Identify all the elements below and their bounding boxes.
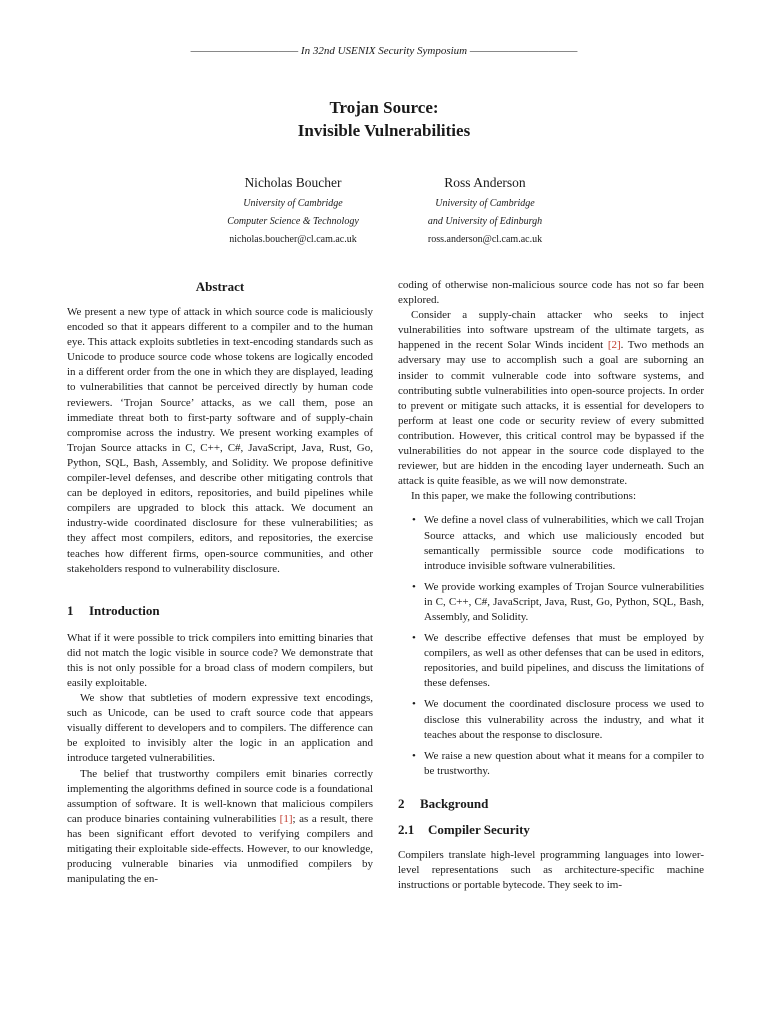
author-affiliation: University of Cambridge (243, 198, 343, 209)
section-heading-background (398, 795, 704, 813)
intro-paragraph-supply-chain (398, 308, 704, 489)
author-name: Ross Anderson (444, 175, 526, 190)
section-number: 2 (398, 795, 405, 811)
intro-paragraph-2: We show that subtleties of modern expressive text encodings, such as Unicode, can be used to craft source code that appears visually different to developers and to compilers. The difference can be exploited to invisibly alter the logic in an application and introduce targeted vulnerabilities. (67, 692, 373, 765)
contributions-list (398, 513, 704, 779)
author-block-anderson (345, 174, 625, 249)
author-affiliation-second: and University of Edinburgh (427, 216, 543, 227)
citation-link[interactable]: [2] (607, 339, 621, 352)
section-title: Introduction (89, 602, 160, 618)
intro-paragraph-3-text: The belief that trustworthy compilers emit binaries correctly implementing the algorithms defined in source code is a foundational assumption of software. It is well-known that malicious compilers can produce binaries containing vulnerabilities (67, 767, 373, 825)
intro-paragraph-3 (67, 767, 373, 888)
abstract-text: We present a new type of attack in which source code is maliciously encoded so that it appears different to a compiler and to the human eye. This attack exploits subtleties in text-encoding standards such as Unicode to produce source code whose tokens are logically encoded in a different order from the one in which they are displayed, leading to vulnerabilities that cannot be perceived directly by human code reviewers. ‘Trojan Source’ attacks, as we call them, pose an immediate threat both to first-party software and of supply-chain compromise across the industry. We present working examples of Trojan Source attacks in C, C++, C#, JavaScript, Java, Rust, Go, Python, SQL, Bash, Assembly, and Solidity. We propose definitive compiler-level defenses, and describe other mitigating controls that can be deployed in editors, repositories, and build pipelines while compilers are upgraded to block this attack. We document an industry-wide coordinated disclosure for these vulnerabilities; as they affect most compilers, editors, and repositories, the exercise teaches how different firms, open-source communities, and other stakeholders respond to vulnerability disclosure. (67, 306, 373, 575)
subsection-heading-compiler-security (398, 821, 704, 839)
section-title: Background (420, 795, 489, 811)
list-item: • We define a novel class of vulnerabilities, which we call Trojan Source attacks, and which use maliciously encoded but semantically permissible source code modifications to introduce invisible software vulnerabilities. (412, 513, 704, 573)
paper-title (0, 96, 768, 142)
section-number: 1 (67, 602, 74, 618)
subsection-number: 2.1 (398, 821, 415, 837)
author-email: nicholas.boucher@cl.cam.ac.uk (229, 234, 357, 245)
compilers-paragraph: Compilers translate high-level programming languages into lower-level representations such as architecture-specific machine instructions or portable bytecode. They seek to im- (398, 848, 704, 892)
intro-paragraph-3-text-cont: ; as a result, there has been significant effort devoted to verifying compilers and mitigating their exploitable side-effects. However, to our knowledge, producing vulnerable binaries via unmodified compilers by manipulating the en- (67, 812, 374, 886)
list-item: • We raise a new question about what it means for a compiler to be trustworthy. (412, 749, 704, 779)
list-item: • We document the coordinated disclosure process we used to disclose this vulnerability across the industry, and what it teaches about the response to disclosure. (412, 697, 704, 742)
title-line-1: Trojan Source: (329, 98, 439, 117)
intro-paragraph-1: What if it were possible to trick compilers into emitting binaries that did not match the logic visible in source code? We demonstrate that this is not only possible for a broad class of modern compilers, but easily exploitable. (67, 631, 373, 689)
abstract-heading: Abstract (195, 279, 245, 294)
right-column (398, 278, 704, 893)
section-heading-introduction (67, 602, 373, 620)
author-affiliation: University of Cambridge (435, 198, 535, 209)
subsection-title: Compiler Security (428, 821, 530, 837)
supply-chain-text: Consider a supply-chain attacker who seeks to inject vulnerabilities into software upstream of the ultimate targets, as happened in the recent Solar Winds incident (398, 309, 704, 352)
contributions-intro: In this paper, we make the following contributions: (411, 490, 637, 503)
supply-chain-text-cont: . Two methods an adversary may use to accomplish such a goal are suborning an insider to commit vulnerable code into software systems, and contributing subtle vulnerabilities into open-source projects. In order to prevent or mitigate such attacks, it is essential for developers to perform at least one code or security review of every submitted contribution. However, this critical control may be bypassed if the vulnerabilities do not appear in the source code displayed to the reviewer, but are hidden in the encoding layer underneath. Such an attack is quite feasible, as we will now demonstrate. (398, 339, 704, 488)
list-item: • We provide working examples of Trojan Source vulnerabilities in C, C++, C#, JavaScript, Java, Rust, Go, Python, SQL, Bash, Assembly, and Solidity. (412, 580, 704, 625)
list-item: • We describe effective defenses that must be employed by compilers, as well as other defenses that can be used in editors, repositories, and build pipelines, and discuss the limitations of these defenses. (412, 631, 704, 691)
author-name: Nicholas Boucher (244, 175, 342, 190)
author-affiliation-dept: Computer Science & Technology (227, 216, 359, 227)
venue-header: ——————————— In 32nd USENIX Security Symposium ——————————— (190, 45, 578, 57)
citation-link[interactable]: [1] (279, 812, 293, 825)
left-column (67, 278, 373, 887)
author-email: ross.anderson@cl.cam.ac.uk (427, 234, 543, 245)
intro-paragraph-continued: coding of otherwise non-malicious source code has not so far been explored. (398, 279, 704, 307)
title-line-2: Invisible Vulnerabilities (297, 121, 471, 140)
